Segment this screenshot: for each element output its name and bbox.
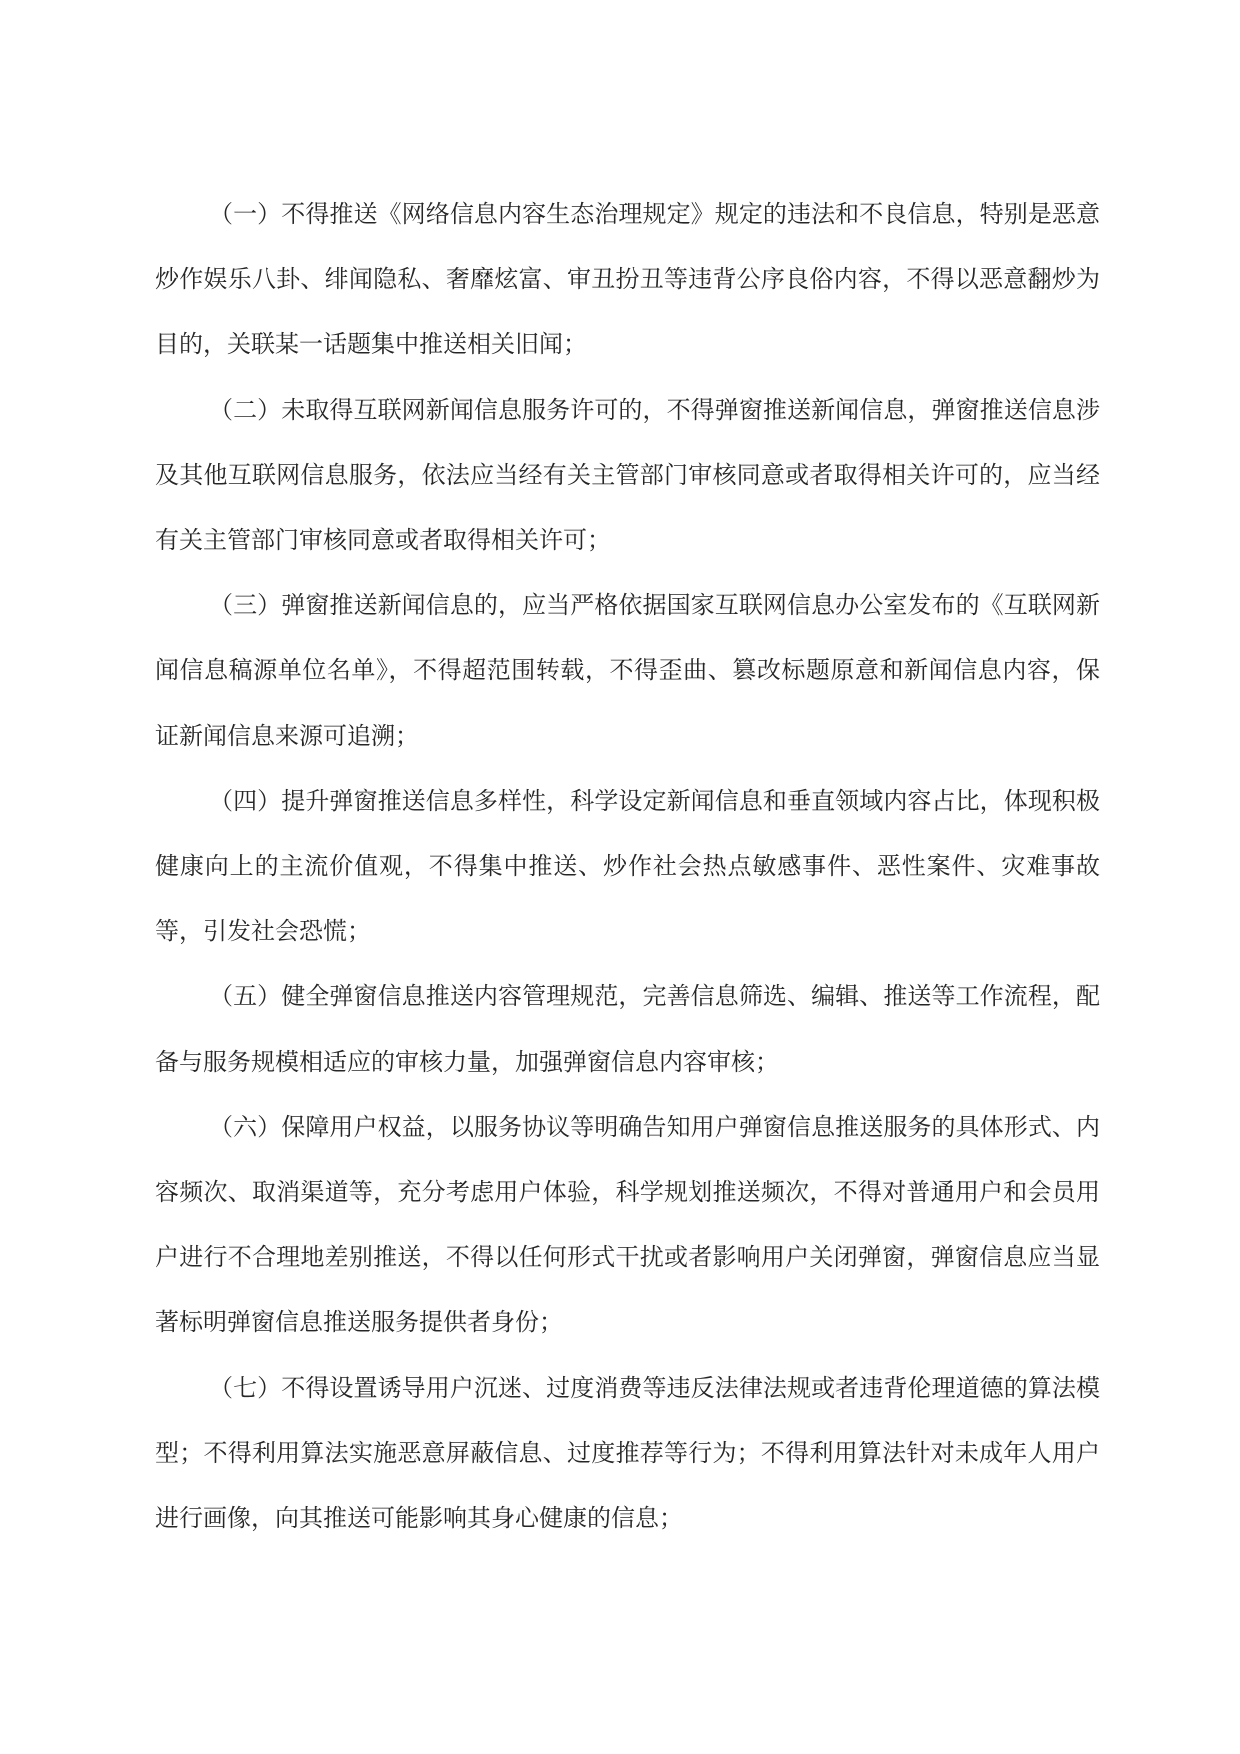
clause-4: （四）提升弹窗推送信息多样性，科学设定新闻信息和垂直领域内容占比，体现积极健康向上的主流价值观，不得集中推送、炒作社会热点敏感事件、恶性案件、灾难事故等，引发社会恐慌； [155, 786, 1100, 946]
clause-6: （六）保障用户权益，以服务协议等明确告知用户弹窗信息推送服务的具体形式、内容频次、取消渠道等，充分考虑用户体验，科学规划推送频次，不得对普通用户和会员用户进行不合理地差别推送，不得以任何形式干扰或者影响用户关闭弹窗，弹窗信息应当显著标明弹窗信息推送服务提供者身份； [155, 1112, 1100, 1337]
document-body [155, 182, 1100, 1551]
clause-5: （五）健全弹窗信息推送内容管理规范，完善信息筛选、编辑、推送等工作流程，配备与服务规模相适应的审核力量，加强弹窗信息内容审核； [155, 982, 1100, 1076]
clause-1: （一）不得推送《网络信息内容生态治理规定》规定的违法和不良信息，特别是恶意炒作娱乐八卦、绯闻隐私、奢靡炫富、审丑扮丑等违背公序良俗内容，不得以恶意翻炒为目的，关联某一话题集中推送相关旧闻； [155, 200, 1100, 359]
clause-7: （七）不得设置诱导用户沉迷、过度消费等违反法律法规或者违背伦理道德的算法模型；不得利用算法实施恶意屏蔽信息、过度推荐等行为；不得利用算法针对未成年人用户进行画像，向其推送可能影响其身心健康的信息； [155, 1373, 1100, 1533]
clause-3: （三）弹窗推送新闻信息的，应当严格依据国家互联网信息办公室发布的《互联网新闻信息稿源单位名单》，不得超范围转载，不得歪曲、篡改标题原意和新闻信息内容，保证新闻信息来源可追溯； [155, 591, 1100, 750]
clause-2: （二）未取得互联网新闻信息服务许可的，不得弹窗推送新闻信息，弹窗推送信息涉及其他互联网信息服务，依法应当经有关主管部门审核同意或者取得相关许可的，应当经有关主管部门审核同意或者取得相关许可； [155, 395, 1100, 555]
